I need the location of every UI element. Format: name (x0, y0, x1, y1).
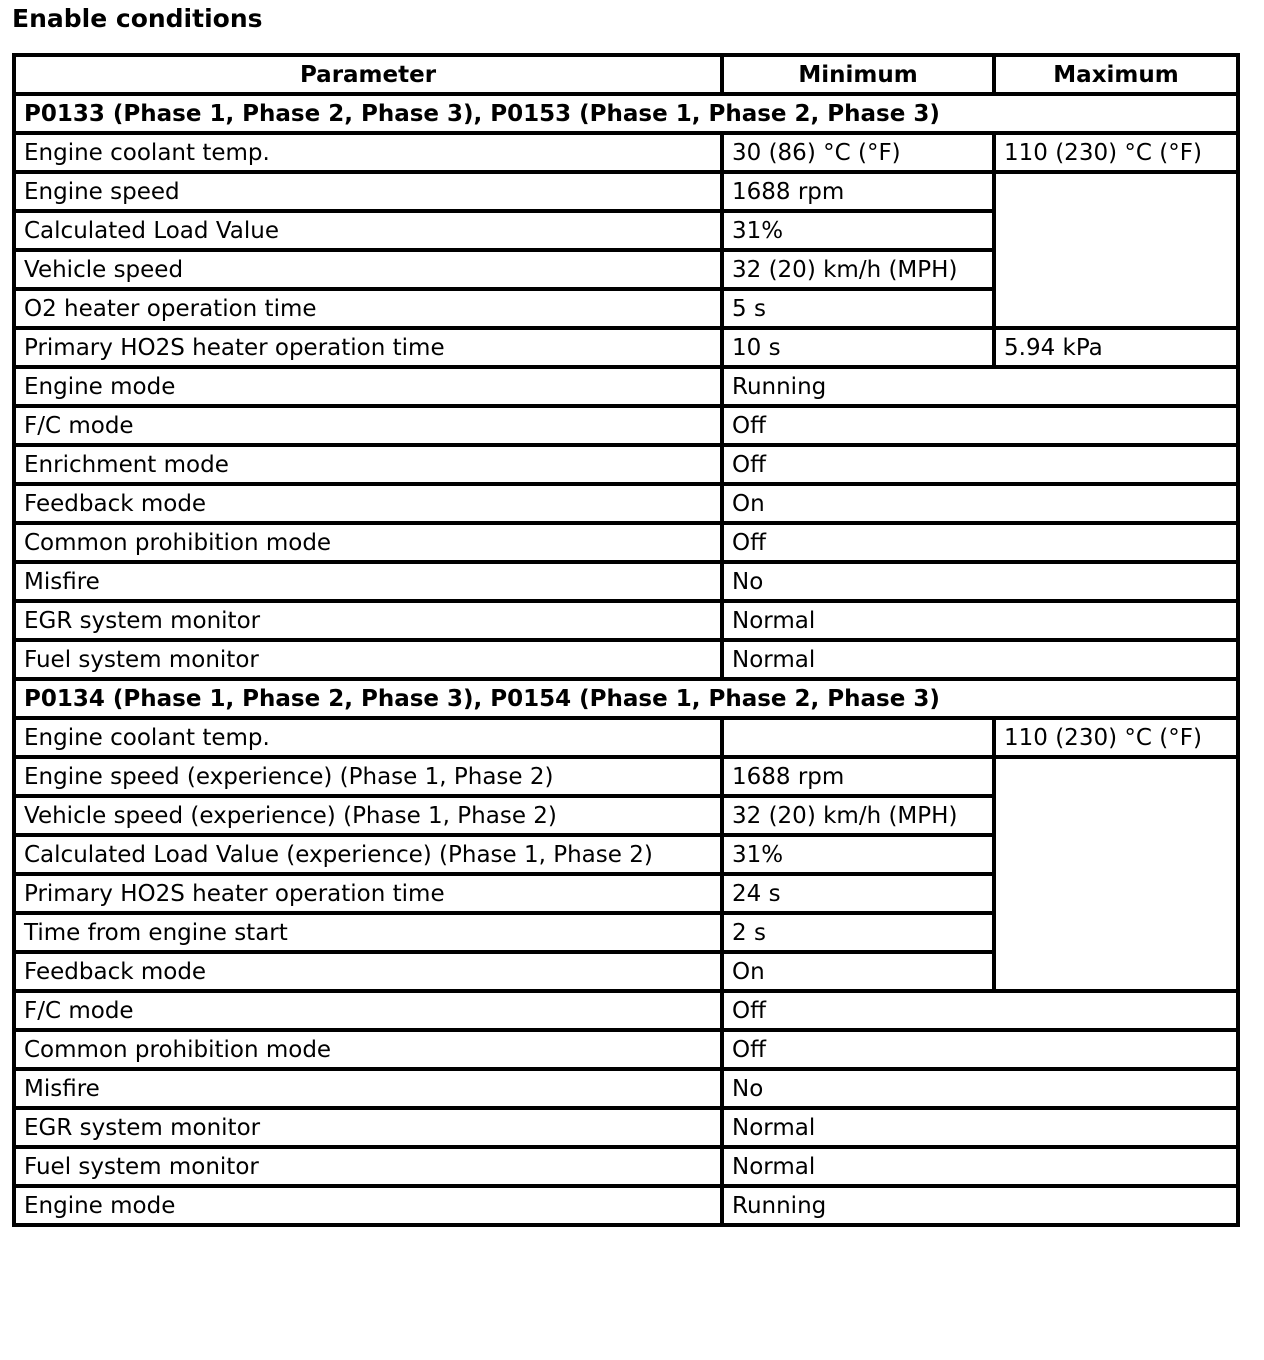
parameter-cell: Engine speed (experience) (Phase 1, Phase 2) (14, 757, 722, 796)
parameter-cell: Misfire (14, 562, 722, 601)
minimum-cell: 32 (20) km/h (MPH) (722, 796, 994, 835)
table-row (14, 757, 1238, 796)
value-cell: On (722, 952, 1238, 991)
section-row (14, 94, 1238, 133)
parameter-cell: Feedback mode (14, 484, 722, 523)
header-maximum: Maximum (994, 55, 1238, 94)
table-row (14, 991, 1238, 1030)
maximum-cell-empty (994, 172, 1238, 328)
parameter-cell: Misfire (14, 1069, 722, 1108)
value-cell: Normal (722, 640, 1238, 679)
table-row (14, 1069, 1238, 1108)
value-cell: No (722, 1069, 1238, 1108)
value-cell: Normal (722, 1108, 1238, 1147)
parameter-cell: EGR system monitor (14, 601, 722, 640)
parameter-cell: Engine mode (14, 367, 722, 406)
minimum-cell: 31% (722, 211, 994, 250)
table-row (14, 601, 1238, 640)
minimum-cell: 5 s (722, 289, 994, 328)
parameter-cell: O2 heater operation time (14, 289, 722, 328)
minimum-cell: 31% (722, 835, 994, 874)
value-cell: Running (722, 1186, 1238, 1225)
parameter-cell: Feedback mode (14, 952, 722, 991)
parameter-cell: Primary HO2S heater operation time (14, 874, 722, 913)
parameter-cell: Common prohibition mode (14, 523, 722, 562)
parameter-cell: F/C mode (14, 991, 722, 1030)
section-row (14, 679, 1238, 718)
table-row (14, 1030, 1238, 1069)
parameter-cell: Vehicle speed (14, 250, 722, 289)
minimum-cell: 24 s (722, 874, 994, 913)
table-row (14, 133, 1238, 172)
minimum-cell: 2 s (722, 913, 994, 952)
value-cell: Normal (722, 1147, 1238, 1186)
parameter-cell: Common prohibition mode (14, 1030, 722, 1069)
parameter-cell: Fuel system monitor (14, 1147, 722, 1186)
parameter-cell: EGR system monitor (14, 1108, 722, 1147)
value-cell: Off (722, 445, 1238, 484)
table-row (14, 328, 1238, 367)
parameter-cell: Calculated Load Value (14, 211, 722, 250)
parameter-cell: Fuel system monitor (14, 640, 722, 679)
minimum-cell: 1688 rpm (722, 757, 994, 796)
value-cell: Off (722, 406, 1238, 445)
section-title: P0133 (Phase 1, Phase 2, Phase 3), P0153 (Phase 1, Phase 2, Phase 3) (14, 94, 1238, 133)
minimum-cell: 1688 rpm (722, 172, 994, 211)
parameter-cell: Enrichment mode (14, 445, 722, 484)
header-row (14, 55, 1238, 94)
parameter-cell: Time from engine start (14, 913, 722, 952)
table-row (14, 445, 1238, 484)
value-cell: Running (722, 367, 1238, 406)
table-row (14, 952, 1238, 991)
parameter-cell: Vehicle speed (experience) (Phase 1, Phase 2) (14, 796, 722, 835)
parameter-cell: Primary HO2S heater operation time (14, 328, 722, 367)
table-row (14, 718, 1238, 757)
table-row (14, 172, 1238, 211)
minimum-cell: 32 (20) km/h (MPH) (722, 250, 994, 289)
maximum-cell: 5.94 kPa (994, 328, 1238, 367)
maximum-cell: 110 (230) °C (°F) (994, 718, 1238, 757)
page-title: Enable conditions (12, 4, 263, 33)
header-parameter: Parameter (14, 55, 722, 94)
table-row (14, 523, 1238, 562)
parameter-cell: Calculated Load Value (experience) (Phase 1, Phase 2) (14, 835, 722, 874)
value-cell: On (722, 484, 1238, 523)
table-row (14, 406, 1238, 445)
table-row (14, 367, 1238, 406)
value-cell: Normal (722, 601, 1238, 640)
enable-conditions-table (12, 53, 1240, 1227)
maximum-cell: 110 (230) °C (°F) (994, 133, 1238, 172)
table-row (14, 640, 1238, 679)
value-cell: Off (722, 991, 1238, 1030)
table-row (14, 484, 1238, 523)
parameter-cell: Engine speed (14, 172, 722, 211)
parameter-cell: F/C mode (14, 406, 722, 445)
table-row (14, 1186, 1238, 1225)
header-minimum: Minimum (722, 55, 994, 94)
value-cell: No (722, 562, 1238, 601)
parameter-cell: Engine coolant temp. (14, 718, 722, 757)
parameter-cell: Engine mode (14, 1186, 722, 1225)
table-row (14, 1108, 1238, 1147)
minimum-cell: 10 s (722, 328, 994, 367)
minimum-cell (722, 718, 994, 757)
table-row (14, 1147, 1238, 1186)
section-title: P0134 (Phase 1, Phase 2, Phase 3), P0154 (Phase 1, Phase 2, Phase 3) (14, 679, 1238, 718)
parameter-cell: Engine coolant temp. (14, 133, 722, 172)
value-cell: Off (722, 523, 1238, 562)
minimum-cell: 30 (86) °C (°F) (722, 133, 994, 172)
value-cell: Off (722, 1030, 1238, 1069)
table-row (14, 562, 1238, 601)
